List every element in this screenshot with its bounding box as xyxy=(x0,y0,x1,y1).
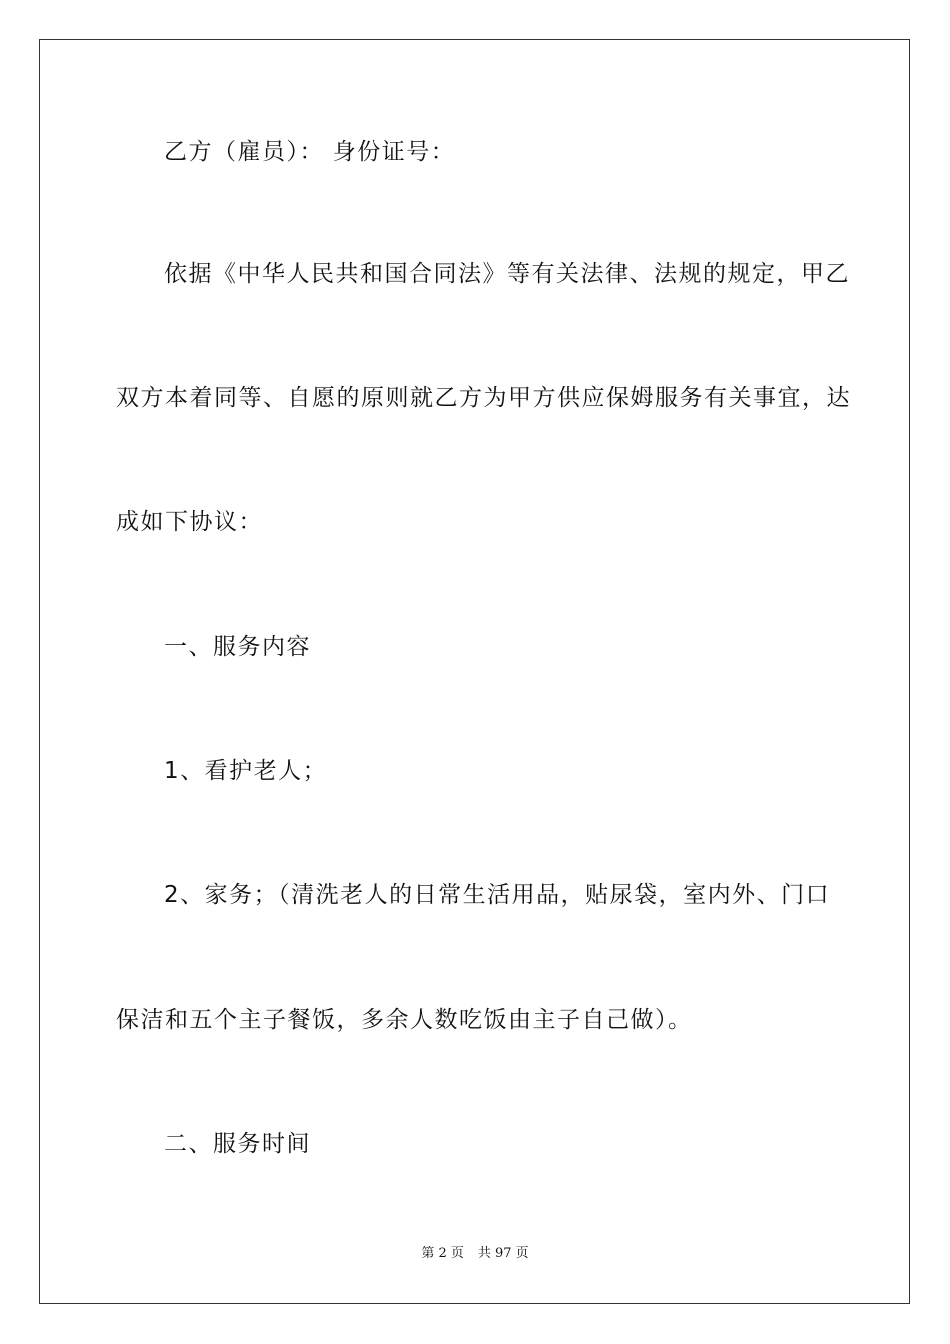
page-number: 第 2 页 xyxy=(421,1246,464,1261)
list-item: 2、家务；（清洗老人的日常生活用品，贴尿袋，室内外、门口 xyxy=(164,882,831,908)
party-b-line: 乙方（雇员）： 身份证号： xyxy=(164,139,456,165)
paragraph-line: 依据《中华人民共和国合同法》等有关法律、法规的规定，甲乙 xyxy=(164,261,850,287)
page-footer xyxy=(0,1245,950,1263)
section-heading: 二、服务时间 xyxy=(164,1131,311,1157)
list-item: 1、看护老人； xyxy=(164,758,328,784)
page-total: 共 97 页 xyxy=(477,1246,529,1261)
page-border xyxy=(39,39,910,1304)
paragraph-line: 成如下协议： xyxy=(116,509,263,535)
paragraph-line: 双方本着同等、自愿的原则就乙方为甲方供应保姆服务有关事宜，达 xyxy=(116,385,851,411)
section-heading: 一、服务内容 xyxy=(164,634,311,660)
list-item-continuation: 保洁和五个主子餐饭，多余人数吃饭由主子自己做）。 xyxy=(116,1007,693,1033)
